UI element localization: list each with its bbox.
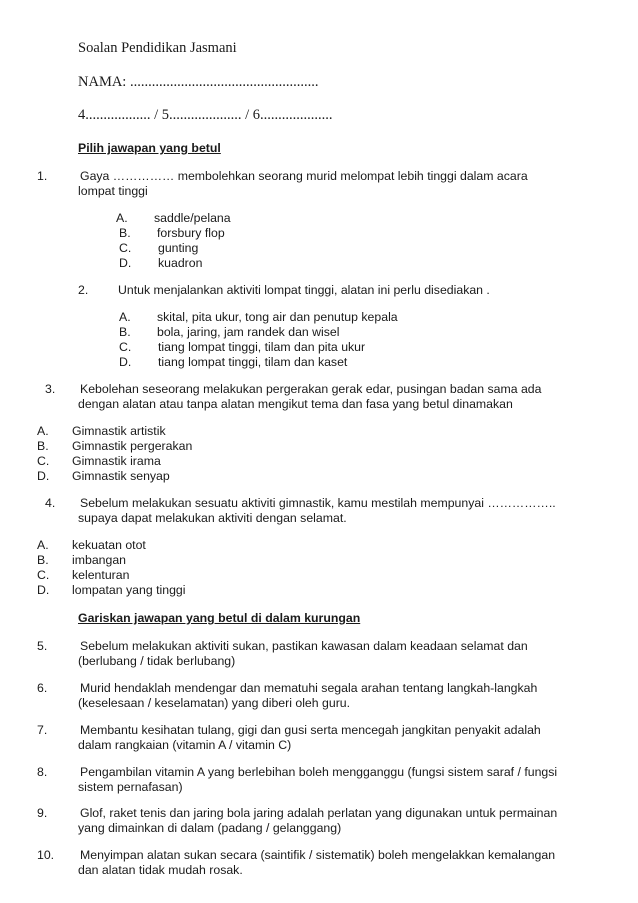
q5-text-line2: (berlubang / tidak berlubang) [78, 654, 236, 668]
q1-option-a-letter: A. [116, 211, 128, 225]
q2-text-line1: Untuk menjalankan aktiviti lompat tinggi, alatan ini perlu disediakan . [118, 283, 490, 297]
q6-text-line2: (keselesaan / keselamatan) yang diberi oleh guru. [78, 696, 351, 710]
q3-option-a-letter: A. [37, 424, 49, 438]
q5-number: 5. [37, 639, 48, 653]
q1-option-c-letter: C. [119, 241, 132, 255]
q4-option-d-letter: D. [37, 583, 50, 597]
q2-option-a-text: skital, pita ukur, tong air dan penutup kepala [157, 310, 398, 324]
q2-option-b-text: bola, jaring, jam randek dan wisel [157, 325, 340, 339]
q3-option-a-text: Gimnastik artistik [72, 424, 166, 438]
q10-text-line1: Menyimpan alatan sukan secara (saintifik / sistematik) boleh mengelakkan kemalangan [80, 848, 556, 862]
q6-number: 6. [37, 681, 48, 695]
q8-text-line1: Pengambilan vitamin A yang berlebihan boleh mengganggu (fungsi sistem saraf / fungsi [80, 765, 558, 779]
q2-option-d-letter: D. [119, 355, 132, 369]
q6-text-line1: Murid hendaklah mendengar dan mematuhi segala arahan tentang langkah-langkah [80, 681, 538, 695]
q1-text-line1: Gaya …………… membolehkan seorang murid melompat lebih tinggi dalam acara [80, 169, 528, 183]
q3-option-b-text: Gimnastik pergerakan [72, 439, 193, 453]
q1-text-line2: lompat tinggi [78, 184, 148, 198]
q3-text-line1: Kebolehan seseorang melakukan pergerakan gerak edar, pusingan badan sama ada [80, 382, 542, 396]
q5-text-line1: Sebelum melakukan aktiviti sukan, pastikan kawasan dalam keadaan selamat dan [80, 639, 528, 653]
q4-option-a-text: kekuatan otot [72, 538, 146, 552]
q3-option-c-text: Gimnastik irama [72, 454, 161, 468]
section2-instruction: Gariskan jawapan yang betul di dalam kurungan [78, 611, 361, 625]
q4-number: 4. [45, 496, 56, 510]
q3-option-d-letter: D. [37, 469, 50, 483]
q9-text-line2: yang dimainkan di dalam (padang / gelanggang) [78, 821, 342, 835]
q2-option-b-letter: B. [119, 325, 131, 339]
q4-text-line1: Sebelum melakukan sesuatu aktiviti gimnastik, kamu mestilah mempunyai …………….. [80, 496, 556, 510]
q8-text-line2: sistem pernafasan) [78, 780, 183, 794]
q2-option-a-letter: A. [119, 310, 131, 324]
q1-number: 1. [37, 169, 48, 183]
document-title: Soalan Pendidikan Jasmani [78, 40, 237, 56]
q4-option-b-text: imbangan [72, 553, 127, 567]
q2-number: 2. [78, 283, 89, 297]
q1-option-a-text: saddle/pelana [154, 211, 231, 225]
q10-number: 10. [37, 848, 55, 862]
q9-text-line1: Glof, raket tenis dan jaring bola jaring adalah perlatan yang digunakan untuk permainan [80, 806, 558, 820]
q3-option-b-letter: B. [37, 439, 49, 453]
q8-number: 8. [37, 765, 48, 779]
q4-text-line2: supaya dapat melakukan aktiviti dengan selamat. [78, 511, 347, 525]
q10-text-line2: dan alatan tidak mudah rosak. [78, 863, 243, 877]
q4-option-b-letter: B. [37, 553, 49, 567]
q9-number: 9. [37, 806, 48, 820]
q7-text-line1: Membantu kesihatan tulang, gigi dan gusi serta mencegah jangkitan penyakit adalah [80, 723, 541, 737]
q2-option-c-text: tiang lompat tinggi, tilam dan pita ukur [158, 340, 366, 354]
q1-option-c-text: gunting [158, 241, 199, 255]
q3-number: 3. [45, 382, 56, 396]
q1-option-b-text: forsbury flop [157, 226, 225, 240]
name-field-line: NAMA: .................................................... [78, 74, 319, 90]
q3-text-line2: dengan alatan atau tanpa alatan mengikut tema dan fasa yang betul dinamakan [78, 397, 513, 411]
q7-text-line2: dalam rangkaian (vitamin A / vitamin C) [78, 738, 292, 752]
q4-option-c-letter: C. [37, 568, 50, 582]
q2-option-c-letter: C. [119, 340, 132, 354]
q4-option-a-letter: A. [37, 538, 49, 552]
section1-instruction: Pilih jawapan yang betul [78, 141, 221, 155]
q4-option-d-text: lompatan yang tinggi [72, 583, 186, 597]
q3-option-c-letter: C. [37, 454, 50, 468]
q4-option-c-text: kelenturan [72, 568, 130, 582]
q3-option-d-text: Gimnastik senyap [72, 469, 170, 483]
q1-option-d-text: kuadron [158, 256, 203, 270]
q1-option-b-letter: B. [119, 226, 131, 240]
q2-option-d-text: tiang lompat tinggi, tilam dan kaset [158, 355, 348, 369]
q7-number: 7. [37, 723, 48, 737]
class-field-line: 4.................. / 5.................... / 6.................... [78, 107, 333, 123]
q1-option-d-letter: D. [119, 256, 132, 270]
